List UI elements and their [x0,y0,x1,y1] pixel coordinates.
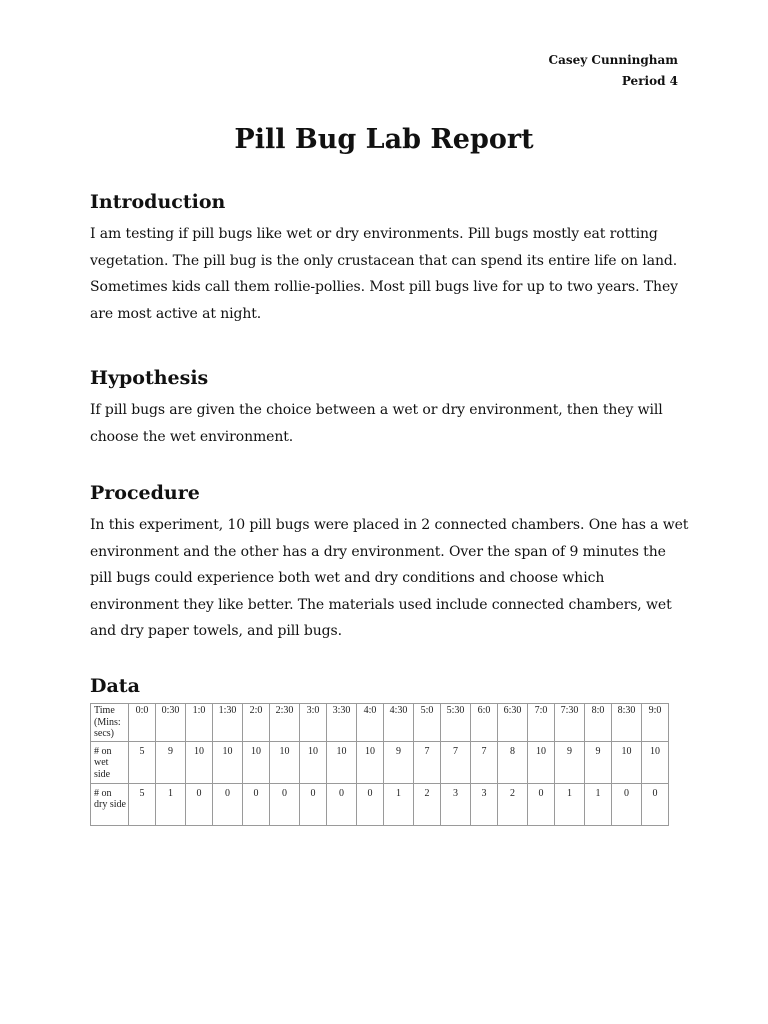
class-period: Period 4 [621,74,678,88]
table-cell: 2:0 [243,704,270,742]
table-cell: 1 [585,783,612,825]
hypothesis-body: If pill bugs are given the choice between a wet or dry environment, then they will choose the wet environment. [90,402,663,445]
procedure-heading: Procedure [90,482,200,504]
table-cell: 4:30 [384,704,414,742]
table-cell: 10 [186,741,213,783]
introduction-section [90,189,690,327]
table-cell: 0 [528,783,555,825]
table-cell: 2:30 [270,704,300,742]
report-title: Pill Bug Lab Report [234,124,534,155]
table-cell: 10 [612,741,642,783]
table-cell: 3:30 [327,704,357,742]
table-cell: 1:30 [213,704,243,742]
author-name: Casey Cunningham [548,53,678,67]
row-header-cell: # on wet side [91,741,129,783]
table-cell: 6:30 [498,704,528,742]
table-cell: 0 [327,783,357,825]
table-cell: 0:30 [156,704,186,742]
table-cell: 8:0 [585,704,612,742]
table-cell: 4:0 [357,704,384,742]
dry-side-row [91,783,669,825]
table-cell: 10 [357,741,384,783]
hypothesis-heading: Hypothesis [90,367,209,389]
table-cell: 9 [384,741,414,783]
table-cell: 7 [414,741,441,783]
table-cell: 10 [243,741,270,783]
table-cell: 0 [300,783,327,825]
table-cell: 9 [585,741,612,783]
table-cell: 5 [129,783,156,825]
table-cell: 10 [528,741,555,783]
table-cell: 10 [300,741,327,783]
data-table [90,703,669,826]
procedure-section [90,480,690,645]
table-cell: 7:0 [528,704,555,742]
wet-side-row [91,741,669,783]
row-header-cell: # on dry side [91,783,129,825]
table-cell: 2 [498,783,528,825]
table-cell: 1 [555,783,585,825]
table-cell: 0 [612,783,642,825]
table-cell: 3:0 [300,704,327,742]
table-cell: 0:0 [129,704,156,742]
table-cell: 8 [498,741,528,783]
table-cell: 7 [441,741,471,783]
table-cell: 8:30 [612,704,642,742]
data-heading: Data [90,675,140,697]
time-row [91,704,669,742]
table-cell: 0 [357,783,384,825]
table-cell: 0 [213,783,243,825]
table-cell: 0 [642,783,669,825]
table-cell: 1 [156,783,186,825]
table-cell: 9:0 [642,704,669,742]
table-cell: 10 [642,741,669,783]
table-cell: 5 [129,741,156,783]
table-cell: 2 [414,783,441,825]
procedure-body: In this experiment, 10 pill bugs were placed in 2 connected chambers. One has a wet environment and the other has a dry environment. Over the span of 9 minutes the pill bugs could experience both wet and dry conditions and choose which environment they like better. The materials used include connected chambers, wet and dry paper towels, and pill bugs. [90,517,689,639]
author-block [549,50,678,92]
table-cell: 0 [270,783,300,825]
table-cell: 9 [156,741,186,783]
introduction-body: I am testing if pill bugs like wet or dry environments. Pill bugs mostly eat rotting vegetation. The pill bug is the only crustacean that can spend its entire life on land. Sometimes kids call them rollie-pollies. Most pill bugs live for up to two years. They are most active at night. [90,226,678,322]
table-cell: 5:0 [414,704,441,742]
table-cell: 6:0 [471,704,498,742]
row-header-cell: Time (Mins: secs) [91,704,129,742]
table-cell: 1:0 [186,704,213,742]
table-cell: 0 [186,783,213,825]
table-cell: 10 [327,741,357,783]
table-cell: 3 [471,783,498,825]
table-cell: 10 [213,741,243,783]
table-cell: 3 [441,783,471,825]
table-cell: 9 [555,741,585,783]
table-cell: 10 [270,741,300,783]
table-cell: 1 [384,783,414,825]
hypothesis-section [90,365,690,450]
table-cell: 7:30 [555,704,585,742]
data-section [90,673,690,705]
table-cell: 7 [471,741,498,783]
table-cell: 0 [243,783,270,825]
introduction-heading: Introduction [90,191,226,213]
table-cell: 5:30 [441,704,471,742]
